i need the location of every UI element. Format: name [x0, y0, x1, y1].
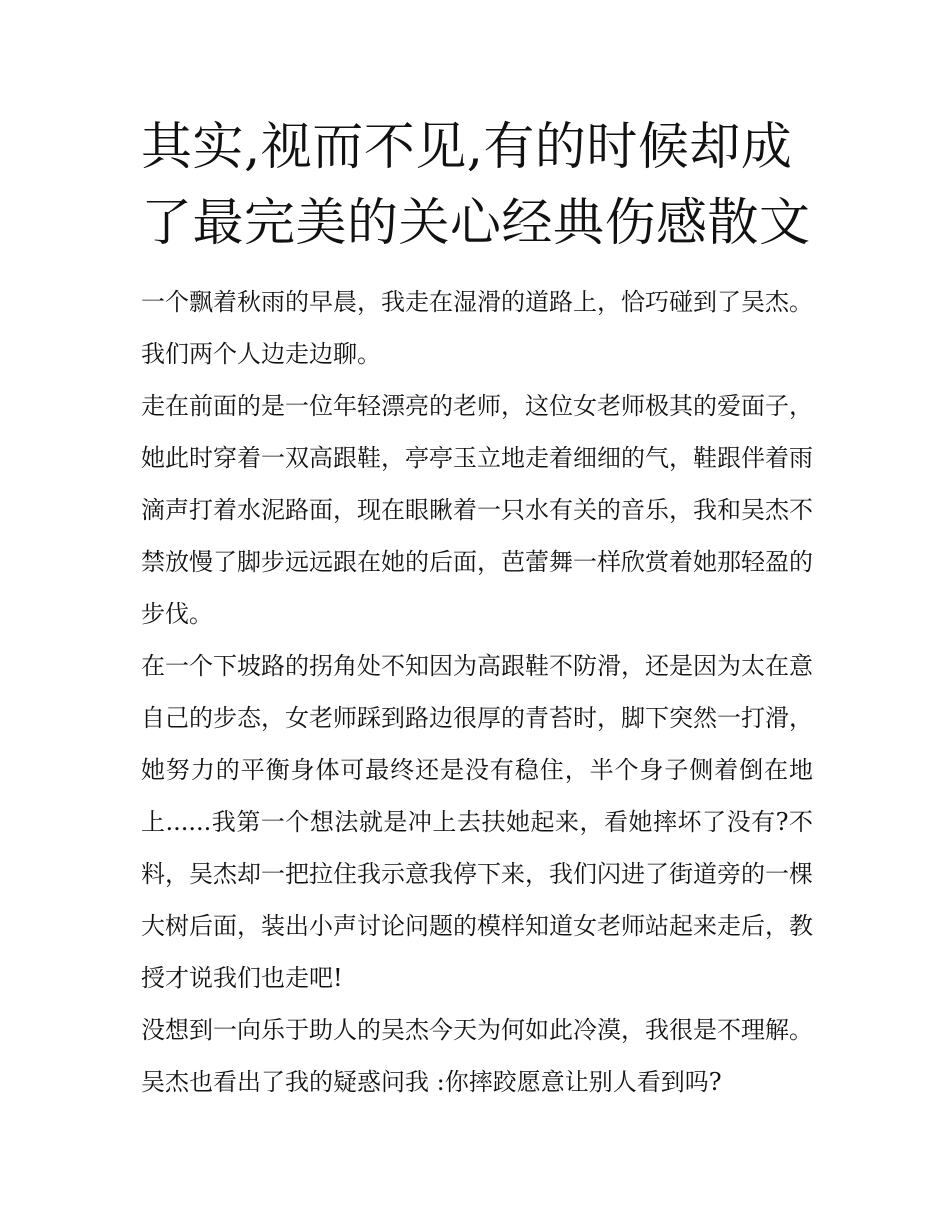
paragraph-1: 一个飘着秋雨的早晨，我走在湿滑的道路上，恰巧碰到了吴杰。我们两个人边走边聊。	[141, 288, 813, 368]
document-page	[141, 110, 813, 1108]
paragraph-3: 在一个下坡路的拐角处不知因为高跟鞋不防滑，还是因为太在意自己的步态，女老师踩到路边很厚的青苔时，脚下突然一打滑，她努力的平衡身体可最终还是没有稳住，半个身子侧着倒在地上......我第一个想法就是冲上去扶她起来，看她摔坏了没有?不料，吴杰却一把拉住我示意我停下来，我们闪进了街道旁的一棵大树后面，装出小声讨论问题的模样知道女老师站起来走后，教授才说我们也走吧!	[141, 652, 813, 992]
paragraph-4: 没想到一向乐于助人的吴杰今天为何如此冷漠，我很是不理解。吴杰也看出了我的疑惑问我 :你摔跤愿意让别人看到吗?	[141, 1016, 813, 1096]
document-title: 其实,视而不见,有的时候却成了最完美的关心经典伤感散文	[141, 118, 811, 253]
paragraph-2: 走在前面的是一位年轻漂亮的老师，这位女老师极其的爱面子，她此时穿着一双高跟鞋，亭亭玉立地走着细细的气，鞋跟伴着雨滴声打着水泥路面，现在眼瞅着一只水有关的音乐，我和吴杰不禁放慢了脚步远远跟在她的后面，芭蕾舞一样欣赏着她那轻盈的步伐。	[141, 392, 813, 628]
